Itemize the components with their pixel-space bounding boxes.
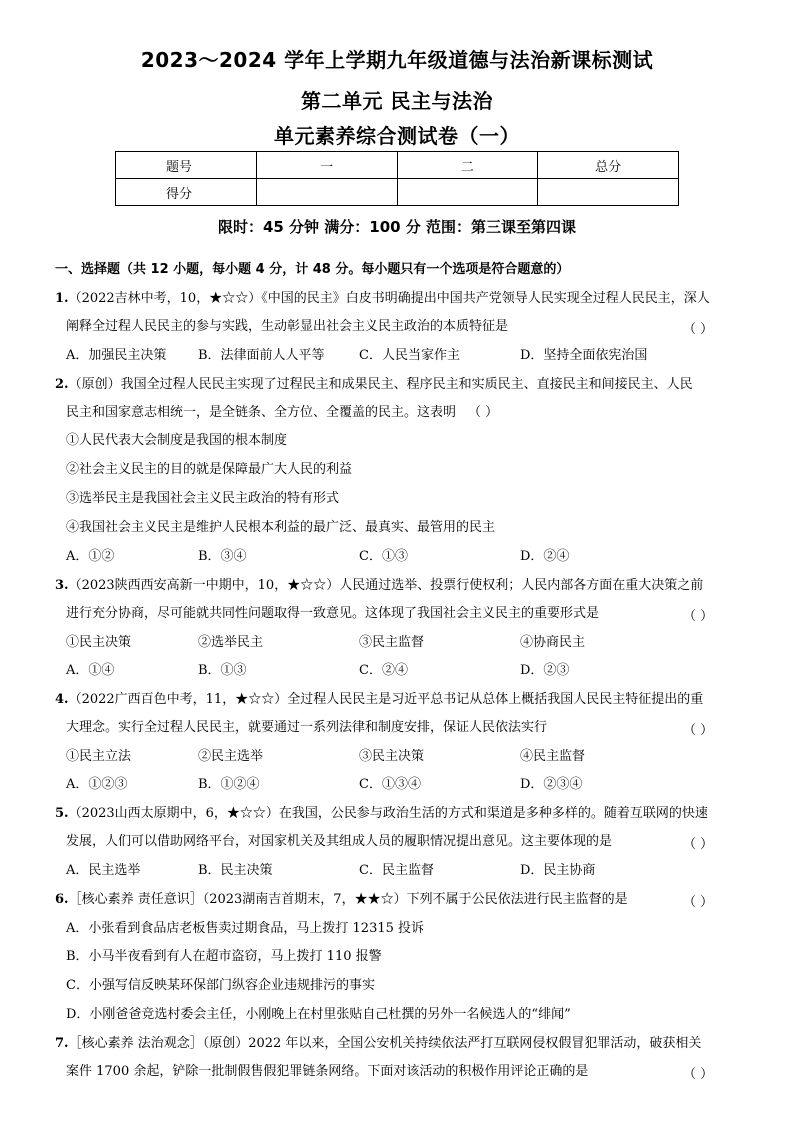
q6-option-d: D．小刚爸爸竞选村委会主任，小刚晚上在村里张贴自己杜撰的另外一名候选人的“绯闻”: [66, 1007, 571, 1022]
score-cell: [256, 179, 397, 206]
question-5-line-1: 5.（2023山西太原期中，6，★☆☆）在我国，公民参与政治生活的方式和渠道是多种多样的。随着互联网的快速: [55, 806, 708, 821]
test-subtitle: 单元素养综合测试卷（一）: [274, 124, 520, 148]
q2-item-1: ①人民代表大会制度是我国的根本制度: [66, 433, 288, 448]
score-col-part2: 二: [397, 152, 538, 179]
question-4-line-1: 4.（2022广西百色中考，11，★☆☆）全过程人民民主是习近平总书记从总体上概括我国人民民主特征提出的重: [55, 692, 704, 707]
q1-option-a: A．加强民主决策: [66, 348, 167, 363]
q5-option-d: D．民主协商: [520, 863, 596, 878]
q5-option-c: C．民主监督: [359, 863, 434, 878]
question-3-line-1: 3.（2023陕西西安高新一中期中，10，★☆☆）人民通过选举、投票行使权利；人民内部各方面在重大决策之前: [55, 578, 704, 593]
exam-title: 2023～2024 学年上学期九年级道德与法治新课标测试: [140, 48, 654, 72]
answer-paren: （ ）: [468, 405, 499, 420]
answer-paren: （ ）: [683, 723, 714, 738]
q6-option-b: B．小马半夜看到有人在超市盗窃，马上拨打 110 报警: [66, 949, 382, 964]
q4-option-b: B．①②④: [198, 777, 260, 792]
unit-title: 第二单元 民主与法治: [301, 89, 493, 113]
question-6-line-1: 6.［核心素养 责任意识］（2023湖南吉首期末，7，★★☆）下列不属于公民依法进行民主监督的是: [55, 892, 628, 907]
q3-option-c: C．②④: [359, 663, 408, 678]
score-table-header-row: [116, 152, 679, 179]
q4-item-3: ③民主决策: [359, 749, 425, 764]
q2-item-3: ③选举民主是我国社会主义民主政治的特有形式: [66, 491, 340, 506]
answer-paren: （ ）: [683, 609, 714, 624]
score-col-part1: 一: [256, 152, 397, 179]
section-heading: 一、选择题（共 12 小题，每小题 4 分，计 48 分。每小题只有一个选项是符合题意的）: [55, 262, 570, 277]
question-2-line-1: 2.（原创）我国全过程人民民主实现了过程民主和成果民主、程序民主和实质民主、直接民主和间接民主、人民: [55, 377, 693, 392]
q3-option-b: B．①③: [198, 663, 247, 678]
q3-item-1: ①民主决策: [66, 635, 132, 650]
question-1-line-1: 1.（2022吉林中考，10，★☆☆）《中国的民主》白皮书明确提出中国共产党领导人民实现全过程人民民主，深人: [55, 291, 710, 306]
question-5-line-2: 发展，人们可以借助网络平台，对国家机关及其组成人员的履职情况提出意见。这主要体现的是: [66, 834, 613, 849]
q2-option-c: C．①③: [359, 549, 408, 564]
q1-option-d: D．坚持全面依宪治国: [520, 348, 648, 363]
q3-item-2: ②选举民主: [198, 635, 264, 650]
question-4-line-2: 大理念。实行全过程人民民主，就要通过一系列法律和制度安排，保证人民依法实行: [66, 720, 548, 735]
answer-paren: （ ）: [683, 322, 714, 337]
score-table-score-row: [116, 179, 679, 206]
q3-item-4: ④协商民主: [520, 635, 586, 650]
q5-option-a: A．民主选举: [66, 863, 141, 878]
q4-option-c: C．①③④: [359, 777, 421, 792]
score-col-total: 总分: [538, 152, 679, 179]
answer-paren: （ ）: [683, 1067, 714, 1082]
question-7-line-1: 7.［核心素养 法治观念］（原创）2022 年以来，全国公安机关持续依法严打互联网侵权假冒犯罪活动，破获相关: [55, 1036, 702, 1051]
q2-item-4: ④我国社会主义民主是维护人民根本利益的最广泛、最真实、最管用的民主: [66, 520, 496, 535]
q4-item-2: ②民主选举: [198, 749, 264, 764]
q6-option-c: C．小强写信反映某环保部门纵容企业违规排污的事实: [66, 978, 375, 993]
q5-option-b: B．民主决策: [198, 863, 273, 878]
q4-option-a: A．①②③: [66, 777, 128, 792]
q3-item-3: ③民主监督: [359, 635, 425, 650]
question-1-line-2: 阐释全过程人民民主的参与实践，生动彰显出社会主义民主政治的本质特征是: [66, 319, 509, 334]
score-cell: [397, 179, 538, 206]
q6-option-a: A．小张看到食品店老板售卖过期食品，马上拨打 12315 投诉: [66, 921, 425, 936]
time-limit-line: 限时：45 分钟 满分：100 分 范围：第三课至第四课: [217, 218, 577, 236]
q4-item-4: ④民主监督: [520, 749, 586, 764]
score-col-label: 题号: [116, 152, 257, 179]
question-3-line-2: 进行充分协商，尽可能就共同性问题取得一致意见。这体现了我国社会主义民主的重要形式是: [66, 606, 600, 621]
q2-option-b: B．③④: [198, 549, 247, 564]
q3-option-d: D．②③: [520, 663, 570, 678]
score-table: [115, 151, 679, 206]
question-2-line-2: 民主和国家意志相统一，是全链条、全方位、全覆盖的民主。这表明 （ ）: [66, 405, 499, 420]
q2-item-2: ②社会主义民主的目的就是保障最广大人民的利益: [66, 462, 353, 477]
q2-option-d: D．②④: [520, 549, 570, 564]
q4-option-d: D．②③④: [520, 777, 583, 792]
answer-paren: （ ）: [683, 895, 714, 910]
q4-item-1: ①民主立法: [66, 749, 132, 764]
answer-paren: （ ）: [683, 837, 714, 852]
question-7-line-2: 案件 1700 余起，铲除一批制假售假犯罪链条网络。下面对该活动的积极作用评论正确的是: [66, 1064, 589, 1079]
score-row-label: 得分: [116, 179, 257, 206]
score-cell: [538, 179, 679, 206]
q1-option-c: C．人民当家作主: [359, 348, 460, 363]
q3-option-a: A．①④: [66, 663, 115, 678]
q1-option-b: B．法律面前人人平等: [198, 348, 325, 363]
q2-option-a: A．①②: [66, 549, 115, 564]
